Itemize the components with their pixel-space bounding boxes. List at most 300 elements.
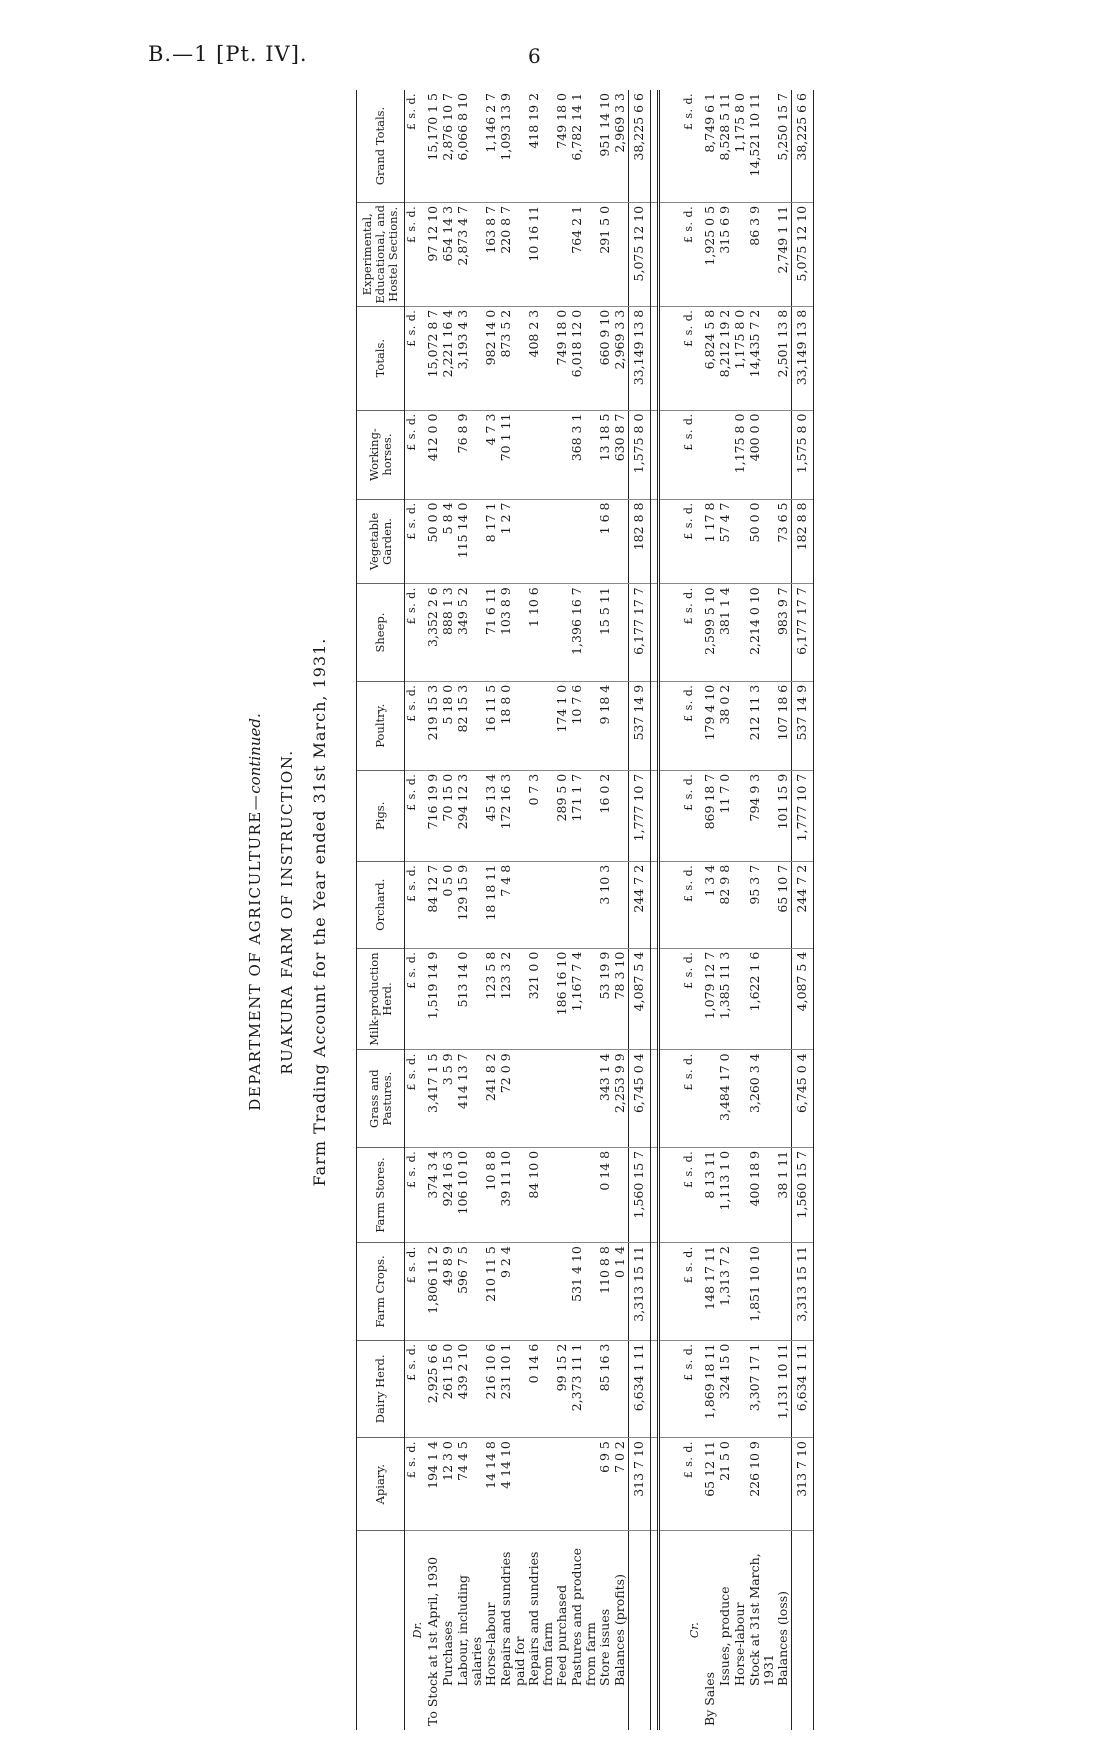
amount-cell: 2,501 13 8 bbox=[776, 306, 792, 410]
total-cell: 5,075 12 10 bbox=[792, 202, 814, 306]
amount-cell bbox=[555, 1147, 570, 1242]
unit-label: £ s. d. bbox=[682, 681, 703, 770]
divider-cell bbox=[651, 306, 659, 410]
amount-cell: 15,170 1 5 bbox=[426, 90, 441, 202]
side-label: Dr. bbox=[411, 1621, 424, 1639]
amount-cell: 749 18 0 bbox=[555, 90, 570, 202]
amount-cell: 65 12 11 bbox=[703, 1438, 718, 1531]
amount-cell: 16 11 5 bbox=[484, 681, 499, 770]
spacer-cell bbox=[659, 584, 683, 681]
unit-label: £ s. d. bbox=[405, 410, 427, 499]
unit-label: £ s. d. bbox=[405, 1147, 427, 1242]
divider-cell bbox=[651, 681, 659, 770]
amount-cell: 1,175 8 0 bbox=[733, 410, 748, 499]
total-cell: 33,149 13 8 bbox=[629, 306, 651, 410]
amount-cell: 3,417 1 5 bbox=[426, 1050, 441, 1147]
unit-label: £ s. d. bbox=[682, 1243, 703, 1340]
amount-cell: 1 3 4 bbox=[703, 861, 718, 948]
amount-cell: 2,969 3 3 bbox=[613, 306, 629, 410]
amount-cell: 123 5 8 bbox=[484, 948, 499, 1050]
total-cell: 38,225 6 6 bbox=[629, 90, 651, 202]
amount-cell bbox=[570, 499, 598, 584]
amount-cell: 110 8 8 bbox=[598, 1243, 613, 1340]
table-row bbox=[570, 90, 598, 1730]
amount-cell: 418 19 2 bbox=[527, 90, 555, 202]
amount-cell: 148 17 11 bbox=[703, 1243, 718, 1340]
total-cell: 6,177 17 7 bbox=[792, 584, 814, 681]
amount-cell: 21 5 0 bbox=[718, 1438, 733, 1531]
column-header: Farm Stores. bbox=[357, 1147, 405, 1242]
amount-cell: 888 1 3 bbox=[441, 584, 456, 681]
amount-cell: 2,214 0 10 bbox=[748, 584, 776, 681]
amount-cell: 294 12 3 bbox=[456, 770, 484, 861]
total-cell: 1,560 15 7 bbox=[792, 1147, 814, 1242]
amount-cell: 869 18 7 bbox=[703, 770, 718, 861]
amount-cell: 0 7 3 bbox=[527, 770, 555, 861]
table-row bbox=[748, 90, 776, 1730]
amount-cell: 1,806 11 2 bbox=[426, 1243, 441, 1340]
amount-cell bbox=[555, 202, 570, 306]
column-header: Dairy Herd. bbox=[357, 1340, 405, 1437]
amount-cell: 343 1 4 bbox=[598, 1050, 613, 1147]
amount-cell: 8 13 11 bbox=[703, 1147, 718, 1242]
amount-cell: 8,212 19 2 bbox=[718, 306, 733, 410]
total-cell: 38,225 6 6 bbox=[792, 90, 814, 202]
side-label: Cr. bbox=[688, 1622, 701, 1639]
amount-cell bbox=[441, 948, 456, 1050]
total-cell: 3,313 15 11 bbox=[792, 1243, 814, 1340]
amount-cell bbox=[613, 202, 629, 306]
table-row bbox=[441, 90, 456, 1730]
total-cell: 313 7 10 bbox=[629, 1438, 651, 1531]
amount-cell: 7 4 8 bbox=[499, 861, 527, 948]
row-label: Pastures and produce from farm bbox=[569, 1548, 598, 1686]
row-label: Issues, produce bbox=[717, 1586, 732, 1686]
table-row bbox=[733, 90, 748, 1730]
column-header: Grass and Pastures. bbox=[357, 1050, 405, 1147]
amount-cell: 324 15 0 bbox=[718, 1340, 733, 1437]
divider-cell bbox=[651, 1531, 659, 1730]
amount-cell bbox=[527, 1243, 555, 1340]
unit-label: £ s. d. bbox=[405, 948, 427, 1050]
amount-cell bbox=[733, 584, 748, 681]
amount-cell: 8 17 1 bbox=[484, 499, 499, 584]
total-cell: 6,634 1 11 bbox=[629, 1340, 651, 1437]
unit-label: £ s. d. bbox=[405, 202, 427, 306]
column-header: Apiary. bbox=[357, 1438, 405, 1531]
amount-cell: 6,824 5 8 bbox=[703, 306, 718, 410]
amount-cell: 241 8 2 bbox=[484, 1050, 499, 1147]
total-cell: 33,149 13 8 bbox=[792, 306, 814, 410]
amount-cell: 1,519 14 9 bbox=[426, 948, 441, 1050]
spacer-cell bbox=[659, 202, 683, 306]
totals-label bbox=[629, 1531, 651, 1730]
amount-cell bbox=[733, 770, 748, 861]
amount-cell: 630 8 7 bbox=[613, 410, 629, 499]
amount-cell: 186 16 10 bbox=[555, 948, 570, 1050]
amount-cell: 179 4 10 bbox=[703, 681, 718, 770]
column-header: Working-horses. bbox=[357, 410, 405, 499]
table-row bbox=[456, 90, 484, 1730]
amount-cell: 73 6 5 bbox=[776, 499, 792, 584]
amount-cell: 194 1 4 bbox=[426, 1438, 441, 1531]
amount-cell: 414 13 7 bbox=[456, 1050, 484, 1147]
total-cell: 6,634 1 11 bbox=[792, 1340, 814, 1437]
amount-cell: 107 18 6 bbox=[776, 681, 792, 770]
unit-label: £ s. d. bbox=[405, 1243, 427, 1340]
amount-cell: 70 15 0 bbox=[441, 770, 456, 861]
table-row bbox=[527, 90, 555, 1730]
amount-cell: 2,599 5 10 bbox=[703, 584, 718, 681]
unit-label: £ s. d. bbox=[682, 584, 703, 681]
title-block bbox=[240, 72, 329, 1752]
row-label: Repairs and sundries from farm bbox=[526, 1551, 555, 1686]
amount-cell: 4 14 10 bbox=[499, 1438, 527, 1531]
amount-cell: 99 15 2 bbox=[555, 1340, 570, 1437]
amount-cell: 9 18 4 bbox=[598, 681, 613, 770]
totals-row bbox=[792, 90, 814, 1730]
amount-cell bbox=[613, 499, 629, 584]
amount-cell: 10 7 6 bbox=[570, 681, 598, 770]
amount-cell bbox=[613, 681, 629, 770]
unit-label: £ s. d. bbox=[405, 1340, 427, 1437]
unit-label: £ s. d. bbox=[682, 202, 703, 306]
amount-cell: 123 3 2 bbox=[499, 948, 527, 1050]
amount-cell bbox=[703, 410, 718, 499]
amount-cell: 6,066 8 10 bbox=[456, 90, 484, 202]
amount-cell bbox=[527, 499, 555, 584]
divider-cell bbox=[651, 948, 659, 1050]
amount-cell: 400 0 0 bbox=[748, 410, 776, 499]
amount-cell: 78 3 10 bbox=[613, 948, 629, 1050]
amount-cell: 2,221 16 4 bbox=[441, 306, 456, 410]
divider-cell bbox=[651, 1050, 659, 1147]
table-row bbox=[613, 90, 629, 1730]
column-header: Pigs. bbox=[357, 770, 405, 861]
amount-cell: 15 5 11 bbox=[598, 584, 613, 681]
amount-cell bbox=[703, 1050, 718, 1147]
divider-cell bbox=[651, 770, 659, 861]
total-cell: 313 7 10 bbox=[792, 1438, 814, 1531]
amount-cell bbox=[733, 1340, 748, 1437]
amount-cell: 210 11 5 bbox=[484, 1243, 499, 1340]
amount-cell: 0 5 0 bbox=[441, 861, 456, 948]
row-label: Purchases bbox=[440, 1620, 455, 1686]
total-cell: 182 8 8 bbox=[792, 499, 814, 584]
unit-label: £ s. d. bbox=[682, 499, 703, 584]
amount-cell: 220 8 7 bbox=[499, 202, 527, 306]
amount-cell: 3 10 3 bbox=[598, 861, 613, 948]
amount-cell: 85 16 3 bbox=[598, 1340, 613, 1437]
amount-cell: 951 14 10 bbox=[598, 90, 613, 202]
amount-cell bbox=[776, 1438, 792, 1531]
amount-cell bbox=[555, 1243, 570, 1340]
amount-cell: 3,193 4 3 bbox=[456, 306, 484, 410]
table-row bbox=[499, 90, 527, 1730]
amount-cell bbox=[776, 948, 792, 1050]
total-cell: 182 8 8 bbox=[629, 499, 651, 584]
column-header: Sheep. bbox=[357, 584, 405, 681]
total-cell: 6,745 0 4 bbox=[792, 1050, 814, 1147]
side-heading-row bbox=[682, 90, 703, 1730]
amount-cell: 174 1 0 bbox=[555, 681, 570, 770]
header-row bbox=[357, 90, 405, 1730]
amount-cell bbox=[613, 584, 629, 681]
amount-cell: 219 15 3 bbox=[426, 681, 441, 770]
amount-cell: 764 2 1 bbox=[570, 202, 598, 306]
column-header: Orchard. bbox=[357, 861, 405, 948]
row-label: Stock at 31st March, 1931 bbox=[747, 1553, 776, 1686]
amount-cell: 5 8 4 bbox=[441, 499, 456, 584]
amount-cell: 291 5 0 bbox=[598, 202, 613, 306]
spacer-cell bbox=[659, 1147, 683, 1242]
amount-cell: 1,869 18 11 bbox=[703, 1340, 718, 1437]
amount-cell: 15,072 8 7 bbox=[426, 306, 441, 410]
page-reference: B.—1 [Pt. IV]. bbox=[148, 42, 308, 66]
amount-cell: 231 10 1 bbox=[499, 1340, 527, 1437]
amount-cell: 439 2 10 bbox=[456, 1340, 484, 1437]
totals-label bbox=[792, 1531, 814, 1730]
amount-cell: 101 15 9 bbox=[776, 770, 792, 861]
section-divider bbox=[651, 90, 659, 1730]
amount-cell: 654 14 3 bbox=[441, 202, 456, 306]
amount-cell: 3,260 3 4 bbox=[748, 1050, 776, 1147]
amount-cell: 408 2 3 bbox=[527, 306, 555, 410]
amount-cell: 72 0 9 bbox=[499, 1050, 527, 1147]
unit-label: £ s. d. bbox=[405, 90, 427, 202]
amount-cell: 38 1 11 bbox=[776, 1147, 792, 1242]
spacer-cell bbox=[659, 861, 683, 948]
amount-cell bbox=[570, 1050, 598, 1147]
amount-cell: 596 7 5 bbox=[456, 1243, 484, 1340]
amount-cell: 45 13 4 bbox=[484, 770, 499, 861]
amount-cell: 106 10 10 bbox=[456, 1147, 484, 1242]
divider-cell bbox=[651, 861, 659, 948]
total-cell: 1,560 15 7 bbox=[629, 1147, 651, 1242]
amount-cell: 18 18 11 bbox=[484, 861, 499, 948]
amount-cell: 49 8 9 bbox=[441, 1243, 456, 1340]
amount-cell: 3,352 2 6 bbox=[426, 584, 441, 681]
amount-cell bbox=[613, 1340, 629, 1437]
amount-cell bbox=[733, 681, 748, 770]
amount-cell: 171 1 7 bbox=[570, 770, 598, 861]
amount-cell: 716 19 9 bbox=[426, 770, 441, 861]
amount-cell: 400 18 9 bbox=[748, 1147, 776, 1242]
amount-cell bbox=[733, 1050, 748, 1147]
amount-cell bbox=[527, 681, 555, 770]
amount-cell: 1 6 8 bbox=[598, 499, 613, 584]
column-header: Poultry. bbox=[357, 681, 405, 770]
amount-cell: 76 8 9 bbox=[456, 410, 484, 499]
amount-cell: 7 0 2 bbox=[613, 1438, 629, 1531]
total-cell: 537 14 9 bbox=[792, 681, 814, 770]
spacer-cell bbox=[659, 1243, 683, 1340]
trading-account-table bbox=[356, 90, 814, 1730]
total-cell: 244 7 2 bbox=[629, 861, 651, 948]
amount-cell: 216 10 6 bbox=[484, 1340, 499, 1437]
divider-cell bbox=[651, 202, 659, 306]
amount-cell bbox=[733, 948, 748, 1050]
unit-label: £ s. d. bbox=[405, 1438, 427, 1531]
amount-cell: 18 8 0 bbox=[499, 681, 527, 770]
table-row bbox=[598, 90, 613, 1730]
amount-cell: 70 1 11 bbox=[499, 410, 527, 499]
amount-cell bbox=[733, 1438, 748, 1531]
unit-label: £ s. d. bbox=[682, 90, 703, 202]
amount-cell: 531 4 10 bbox=[570, 1243, 598, 1340]
unit-label: £ s. d. bbox=[405, 861, 427, 948]
row-label: Labour, including salaries bbox=[455, 1574, 484, 1686]
amount-cell: 1,113 1 0 bbox=[718, 1147, 733, 1242]
spacer-cell bbox=[659, 499, 683, 584]
amount-cell: 163 8 7 bbox=[484, 202, 499, 306]
amount-cell bbox=[555, 1438, 570, 1531]
amount-cell: 374 3 4 bbox=[426, 1147, 441, 1242]
amount-cell bbox=[718, 410, 733, 499]
amount-cell bbox=[613, 1147, 629, 1242]
amount-cell: 289 5 0 bbox=[555, 770, 570, 861]
amount-cell bbox=[733, 1147, 748, 1242]
department-title: DEPARTMENT OF AGRICULTURE—continued. bbox=[246, 713, 264, 1111]
amount-cell: 11 7 0 bbox=[718, 770, 733, 861]
column-header: Grand Totals. bbox=[357, 90, 405, 202]
account-title: Farm Trading Account for the Year ended 31st March, 1931. bbox=[310, 637, 329, 1187]
unit-label: £ s. d. bbox=[405, 584, 427, 681]
amount-cell: 8,749 6 1 bbox=[703, 90, 718, 202]
amount-cell: 1,396 16 7 bbox=[570, 584, 598, 681]
amount-cell: 95 3 7 bbox=[748, 861, 776, 948]
unit-label: £ s. d. bbox=[682, 1147, 703, 1242]
table-row bbox=[776, 90, 792, 1730]
amount-cell: 38 0 2 bbox=[718, 681, 733, 770]
column-header: Milk-production Herd. bbox=[357, 948, 405, 1050]
amount-cell: 74 4 5 bbox=[456, 1438, 484, 1531]
amount-cell: 16 0 2 bbox=[598, 770, 613, 861]
spacer-cell bbox=[659, 1340, 683, 1437]
row-label: Balances (profits) bbox=[612, 1574, 627, 1686]
amount-cell: 1,146 2 7 bbox=[484, 90, 499, 202]
amount-cell: 115 14 0 bbox=[456, 499, 484, 584]
amount-cell bbox=[570, 1438, 598, 1531]
divider-cell bbox=[651, 1438, 659, 1531]
divider-cell bbox=[651, 499, 659, 584]
spacer-cell bbox=[659, 90, 683, 202]
amount-cell: 71 6 11 bbox=[484, 584, 499, 681]
amount-cell: 0 14 8 bbox=[598, 1147, 613, 1242]
amount-cell: 14 14 8 bbox=[484, 1438, 499, 1531]
amount-cell: 412 0 0 bbox=[426, 410, 441, 499]
spacer-cell bbox=[659, 1050, 683, 1147]
spacer-cell bbox=[659, 1438, 683, 1531]
amount-cell: 212 11 3 bbox=[748, 681, 776, 770]
amount-cell: 9 2 4 bbox=[499, 1243, 527, 1340]
amount-cell: 2,876 10 7 bbox=[441, 90, 456, 202]
amount-cell: 5,250 15 7 bbox=[776, 90, 792, 202]
total-cell: 1,575 8 0 bbox=[792, 410, 814, 499]
amount-cell bbox=[555, 499, 570, 584]
amount-cell: 349 5 2 bbox=[456, 584, 484, 681]
divider-cell bbox=[651, 410, 659, 499]
page-number: 6 bbox=[528, 44, 541, 68]
amount-cell bbox=[733, 499, 748, 584]
spacer-cell bbox=[659, 948, 683, 1050]
amount-cell: 10 8 8 bbox=[484, 1147, 499, 1242]
unit-label: £ s. d. bbox=[405, 499, 427, 584]
total-cell: 6,745 0 4 bbox=[629, 1050, 651, 1147]
amount-cell: 2,373 11 1 bbox=[570, 1340, 598, 1437]
totals-row bbox=[629, 90, 651, 1730]
amount-cell: 2,925 6 6 bbox=[426, 1340, 441, 1437]
divider-cell bbox=[651, 584, 659, 681]
row-label: Store issues bbox=[597, 1608, 612, 1686]
amount-cell: 2,873 4 7 bbox=[456, 202, 484, 306]
unit-label: £ s. d. bbox=[682, 861, 703, 948]
total-cell: 244 7 2 bbox=[792, 861, 814, 948]
total-cell: 4,087 5 4 bbox=[792, 948, 814, 1050]
amount-cell: 3 5 9 bbox=[441, 1050, 456, 1147]
amount-cell bbox=[776, 1050, 792, 1147]
farm-title: RUAKURA FARM OF INSTRUCTION. bbox=[278, 749, 296, 1075]
amount-cell: 513 14 0 bbox=[456, 948, 484, 1050]
amount-cell: 103 8 9 bbox=[499, 584, 527, 681]
unit-label: £ s. d. bbox=[682, 1438, 703, 1531]
total-cell: 6,177 17 7 bbox=[629, 584, 651, 681]
total-cell: 1,777 10 7 bbox=[629, 770, 651, 861]
amount-cell: 1 2 7 bbox=[499, 499, 527, 584]
amount-cell: 65 10 7 bbox=[776, 861, 792, 948]
total-cell: 1,777 10 7 bbox=[792, 770, 814, 861]
amount-cell: 3,307 17 1 bbox=[748, 1340, 776, 1437]
side-heading-row bbox=[405, 90, 427, 1730]
table-row bbox=[426, 90, 441, 1730]
amount-cell: 1,851 10 10 bbox=[748, 1243, 776, 1340]
unit-label: £ s. d. bbox=[405, 1050, 427, 1147]
column-header: Farm Crops. bbox=[357, 1243, 405, 1340]
amount-cell: 1,167 7 4 bbox=[570, 948, 598, 1050]
amount-cell: 10 16 11 bbox=[527, 202, 555, 306]
amount-cell: 873 5 2 bbox=[499, 306, 527, 410]
spacer-row bbox=[659, 90, 683, 1730]
total-cell: 4,087 5 4 bbox=[629, 948, 651, 1050]
amount-cell: 172 16 3 bbox=[499, 770, 527, 861]
amount-cell: 1,079 12 7 bbox=[703, 948, 718, 1050]
amount-cell: 321 0 0 bbox=[527, 948, 555, 1050]
amount-cell: 749 18 0 bbox=[555, 306, 570, 410]
amount-cell: 660 9 10 bbox=[598, 306, 613, 410]
unit-label: £ s. d. bbox=[682, 1340, 703, 1437]
total-cell: 3,313 15 11 bbox=[629, 1243, 651, 1340]
amount-cell bbox=[570, 861, 598, 948]
amount-cell: 13 18 5 bbox=[598, 410, 613, 499]
total-cell: 5,075 12 10 bbox=[629, 202, 651, 306]
amount-cell bbox=[555, 584, 570, 681]
amount-cell: 82 15 3 bbox=[456, 681, 484, 770]
amount-cell: 8,528 5 11 bbox=[718, 90, 733, 202]
divider-cell bbox=[651, 1340, 659, 1437]
spacer-cell bbox=[659, 410, 683, 499]
amount-cell: 1,093 13 9 bbox=[499, 90, 527, 202]
table-row bbox=[555, 90, 570, 1730]
amount-cell bbox=[527, 1050, 555, 1147]
amount-cell: 315 6 9 bbox=[718, 202, 733, 306]
row-label: Feed purchased bbox=[554, 1584, 569, 1686]
divider-cell bbox=[651, 90, 659, 202]
amount-cell: 84 12 7 bbox=[426, 861, 441, 948]
amount-cell: 0 1 4 bbox=[613, 1243, 629, 1340]
table-row bbox=[703, 90, 718, 1730]
amount-cell: 97 12 10 bbox=[426, 202, 441, 306]
amount-cell bbox=[527, 1438, 555, 1531]
